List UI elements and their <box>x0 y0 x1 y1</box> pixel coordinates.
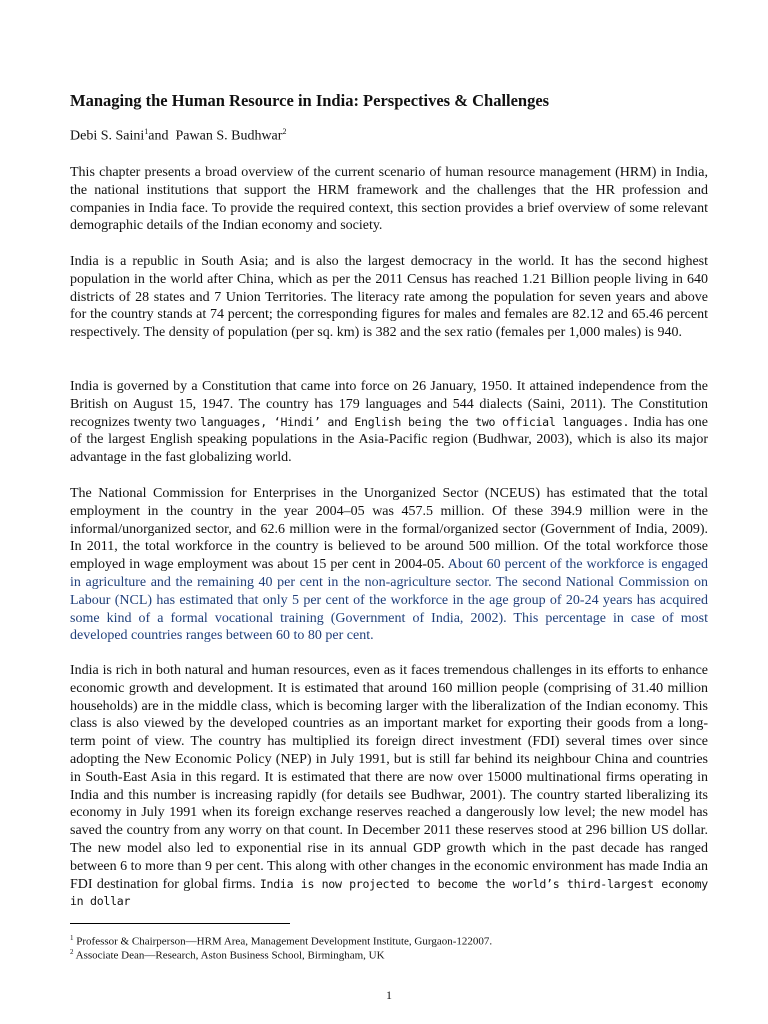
document-page <box>70 0 708 1024</box>
paragraph-constitution <box>70 378 708 467</box>
paragraph-employment-highlight: About 60 percent of the workforce is engaged in agriculture and the remaining 40 per cent in the non-agriculture sector. The second National Commission on Labour (NCL) has estimated that only 5 per cent of the workforce in the age group of 20-24 years has acquired some kind of a formal vocational training (Government of India, 2002). This percentage in case of most developed countries ranges between 60 to 80 per cent. <box>70 557 708 644</box>
author-line <box>70 123 286 146</box>
page-number: 1 <box>386 988 392 1002</box>
author-1-name: Debi S. Saini <box>70 128 145 144</box>
paragraph-constitution-text-b: India has one of the largest English speaking populations in the Asia-Pacific region (Budhwar, 2003), which is also its major advantage in the fast globalizing world. <box>70 414 708 466</box>
footnote-2-text: Associate Dean—Research, Aston Business School, Birmingham, UK <box>73 949 385 962</box>
paragraph-demographics: India is a republic in South Asia; and is also the largest democracy in the world. It has the second highest population in the world after China, which as per the 2011 Census has reached 1.21 Billion people living in 640 districts of 28 states and 7 Union Territories. The literacy rate among the population for seven years and above for the country stands at 74 percent; the corresponding figures for males and females are 82.12 and 65.46 percent respectively. The density of population (per sq. km) is 382 and the sex ratio (females per 1,000 males) is 940. <box>70 254 708 341</box>
paragraph-economy-text: India is rich in both natural and human resources, even as it faces tremendous challenges in its efforts to enhance economic growth and development. It is estimated that around 160 million people (comprising of 31.40 million households) are in the middle class, which is becoming larger with the liberalization of the Indian economy. This class is also viewed by the developed countries as an important market for exporting their goods from a long-term point of view. The country has multiplied its foreign direct investment (FDI) several times over since adopting the New Economic Policy (NEP) in July 1991, but is still far behind its neighbour China and countries in South-East Asia in this regard. It is estimated that there are now over 15000 multinational firms operating in India and this number is increasing rapidly (for details see Budhwar, 2001). The country started liberalizing its economy in July 1991 when its foreign exchange reserves reached a dangerously low level; the new model has saved the country from any worry on that count. In December 2011 these reserves stood at 296 billion US dollar. The new model also led to exponential rise in its annual GDP growth which in the past decade has ranged between 6 to more than 9 per cent. This along with other changes in the economic environment has made India an FDI destination for global firms. <box>70 663 708 892</box>
paragraph-economy <box>70 662 708 911</box>
author-conjunction: and <box>148 128 169 144</box>
footnote-2 <box>70 945 385 963</box>
paragraph-employment-text: The National Commission for Enterprises in the Unorganized Sector (NCEUS) has estimated that the total employment in the country in the year 2004–05 was 457.5 million. Of these 394.9 million were in the informal/unorganized sector, and 62.6 million were in the formal/organized sector (Government of India, 2009). In 2011, the total workforce in the country is believed to be around 500 million. Of the total workforce those employed in wage employment was about 15 per cent in 2004-05. <box>70 486 708 573</box>
paragraph-employment <box>70 485 708 645</box>
author-2-footnote-mark: 2 <box>282 127 287 136</box>
footnote-1-mark: 1 <box>70 934 74 942</box>
paragraph-constitution-text-a: India is governed by a Constitution that came into force on 26 January, 1950. It attained independence from the British on August 15, 1947. The country has 179 languages and 544 dialects (Saini, 2011). The Constitution recognizes twenty two <box>70 379 708 430</box>
author-2-name: Pawan S. Budhwar <box>175 128 283 144</box>
paragraph-intro: This chapter presents a broad overview of the current scenario of human resource management (HRM) in India, the national institutions that support the HRM framework and the challenges that the HR profession and companies in India face. To provide the required context, this section provides a brief overview of some relevant demographic details of the Indian economy and society. <box>70 165 708 234</box>
paragraph-economy-projection: India is now projected to become the world’s third-largest economy in dollar <box>70 876 708 909</box>
document-title: Managing the Human Resource in India: Perspectives & Challenges <box>70 91 550 110</box>
footnote-separator <box>70 923 290 924</box>
footnote-2-mark: 2 <box>70 948 74 956</box>
footnote-1-text: Professor & Chairperson—HRM Area, Management Development Institute, Gurgaon-122007. <box>73 935 493 948</box>
paragraph-constitution-languages: languages, ‘Hindi’ and English being the two official languages. <box>200 414 630 429</box>
author-1-footnote-mark: 1 <box>144 127 149 136</box>
